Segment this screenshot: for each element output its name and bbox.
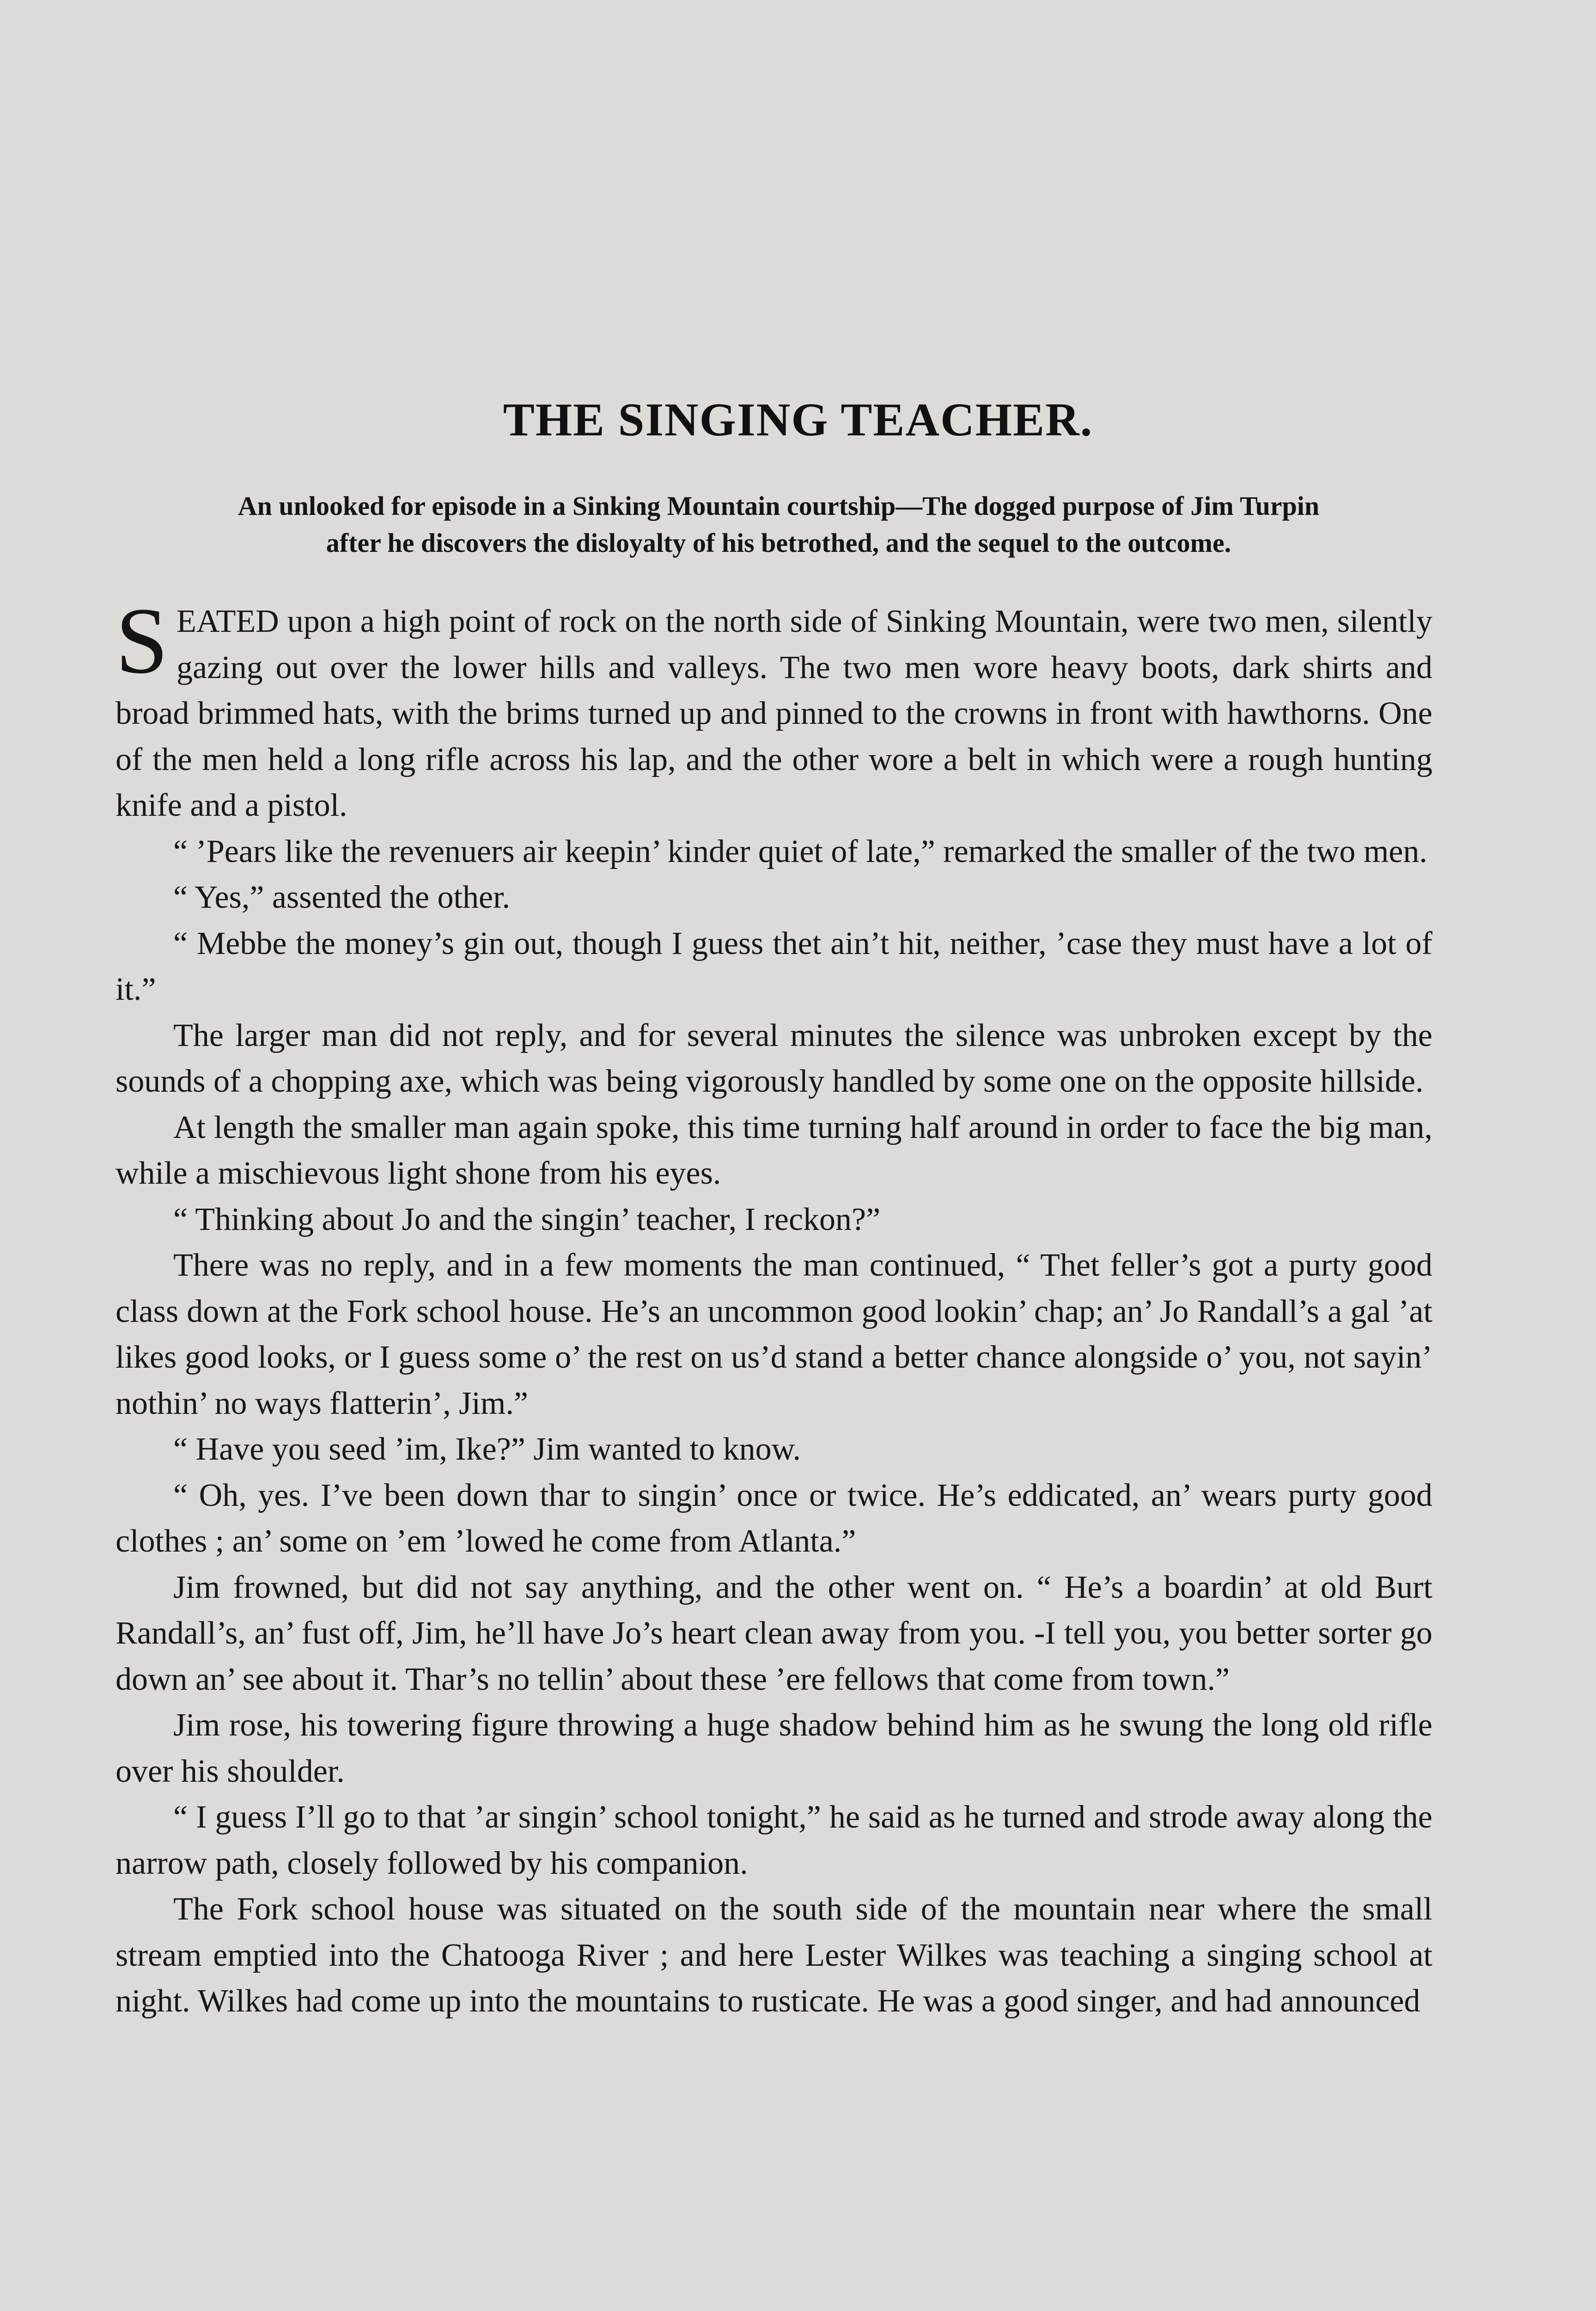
story-body <box>116 588 1432 2024</box>
story-title: THE SINGING TEACHER. <box>503 394 1093 446</box>
paragraph-1-text: EATED upon a high point of rock on the north side of Sinking Mountain, were two men, silently gazing out over the lower hills and valleys. The two men wore heavy boots, dark shirts and broad brimmed hats, with the brims turned up and pinned to the crowns in front with hawthorns. One of the men held a long rifle across his lap, and the other wore a belt in which were a rough hunting knife and a pistol. <box>116 604 1432 823</box>
paragraph-1 <box>116 588 1432 829</box>
paragraph: Jim frowned, but did not say anything, and the other went on. “ He’s a boardin’ at old Burt Randall’s, an’ fust off, Jim, he’ll have Jo’s heart clean away from you. -I tell you, you better sorter go down an’ see about it. Thar’s no tellin’ about these ’ere fellows that come from town.” <box>116 1569 1432 1697</box>
paragraph: “ Mebbe the money’s gin out, though I guess thet ain’t hit, neither, ’case they must have a lot of it.” <box>116 925 1432 1007</box>
paragraph: Jim rose, his towering figure throwing a huge shadow behind him as he swung the long old rifle over his shoulder. <box>116 1707 1432 1789</box>
subtitle-line-1: An unlooked for episode in a Sinking Mountain courtship—The dogged purpose of Jim Turpin <box>238 491 1320 521</box>
paragraph: “ Thinking about Jo and the singin’ teacher, I reckon?” <box>173 1201 881 1237</box>
paragraph: “ Oh, yes. I’ve been down thar to singin’ once or twice. He’s eddicated, an’ wears purty good clothes ; an’ some on ’em ’lowed he come from Atlanta.” <box>116 1477 1432 1559</box>
paragraph: “ Yes,” assented the other. <box>173 880 511 915</box>
paragraph: The Fork school house was situated on the south side of the mountain near where the small stream emptied into the Chatooga River ; and here Lester Wilkes was teaching a singing school at night. Wilkes had come up into the mountains to rusticate. He was a good singer, and had announced <box>116 1891 1432 2019</box>
paragraph: The larger man did not reply, and for several minutes the silence was unbroken except by the sounds of a chopping axe, which was being vigorously handled by some one on the opposite hillside. <box>116 1017 1432 1099</box>
drop-cap: S <box>116 588 169 693</box>
paragraph: There was no reply, and in a few moments the man continued, “ Thet feller’s got a purty good class down at the Fork school house. He’s an uncommon good lookin’ chap; an’ Jo Randall’s a gal ’at likes good looks, or I guess some o’ the rest on us’d stand a better chance alongside o’ you, not sayin’ nothin’ no ways flatterin’, Jim.” <box>116 1247 1432 1421</box>
paragraph: “ I guess I’ll go to that ’ar singin’ school tonight,” he said as he turned and strode away along the narrow path, closely followed by his companion. <box>116 1799 1432 1881</box>
subtitle-line-2: after he discovers the disloyalty of his betrothed, and the sequel to the outcome. <box>326 528 1231 558</box>
paragraph: “ Have you seed ’im, Ike?” Jim wanted to know. <box>173 1431 801 1467</box>
paragraph: “ ’Pears like the revenuers air keepin’ kinder quiet of late,” remarked the smaller of the two men. <box>173 833 1427 869</box>
paragraph: At length the smaller man again spoke, this time turning half around in order to face the big man, while a mischievous light shone from his eyes. <box>116 1109 1432 1191</box>
story-subtitle <box>116 488 1442 562</box>
